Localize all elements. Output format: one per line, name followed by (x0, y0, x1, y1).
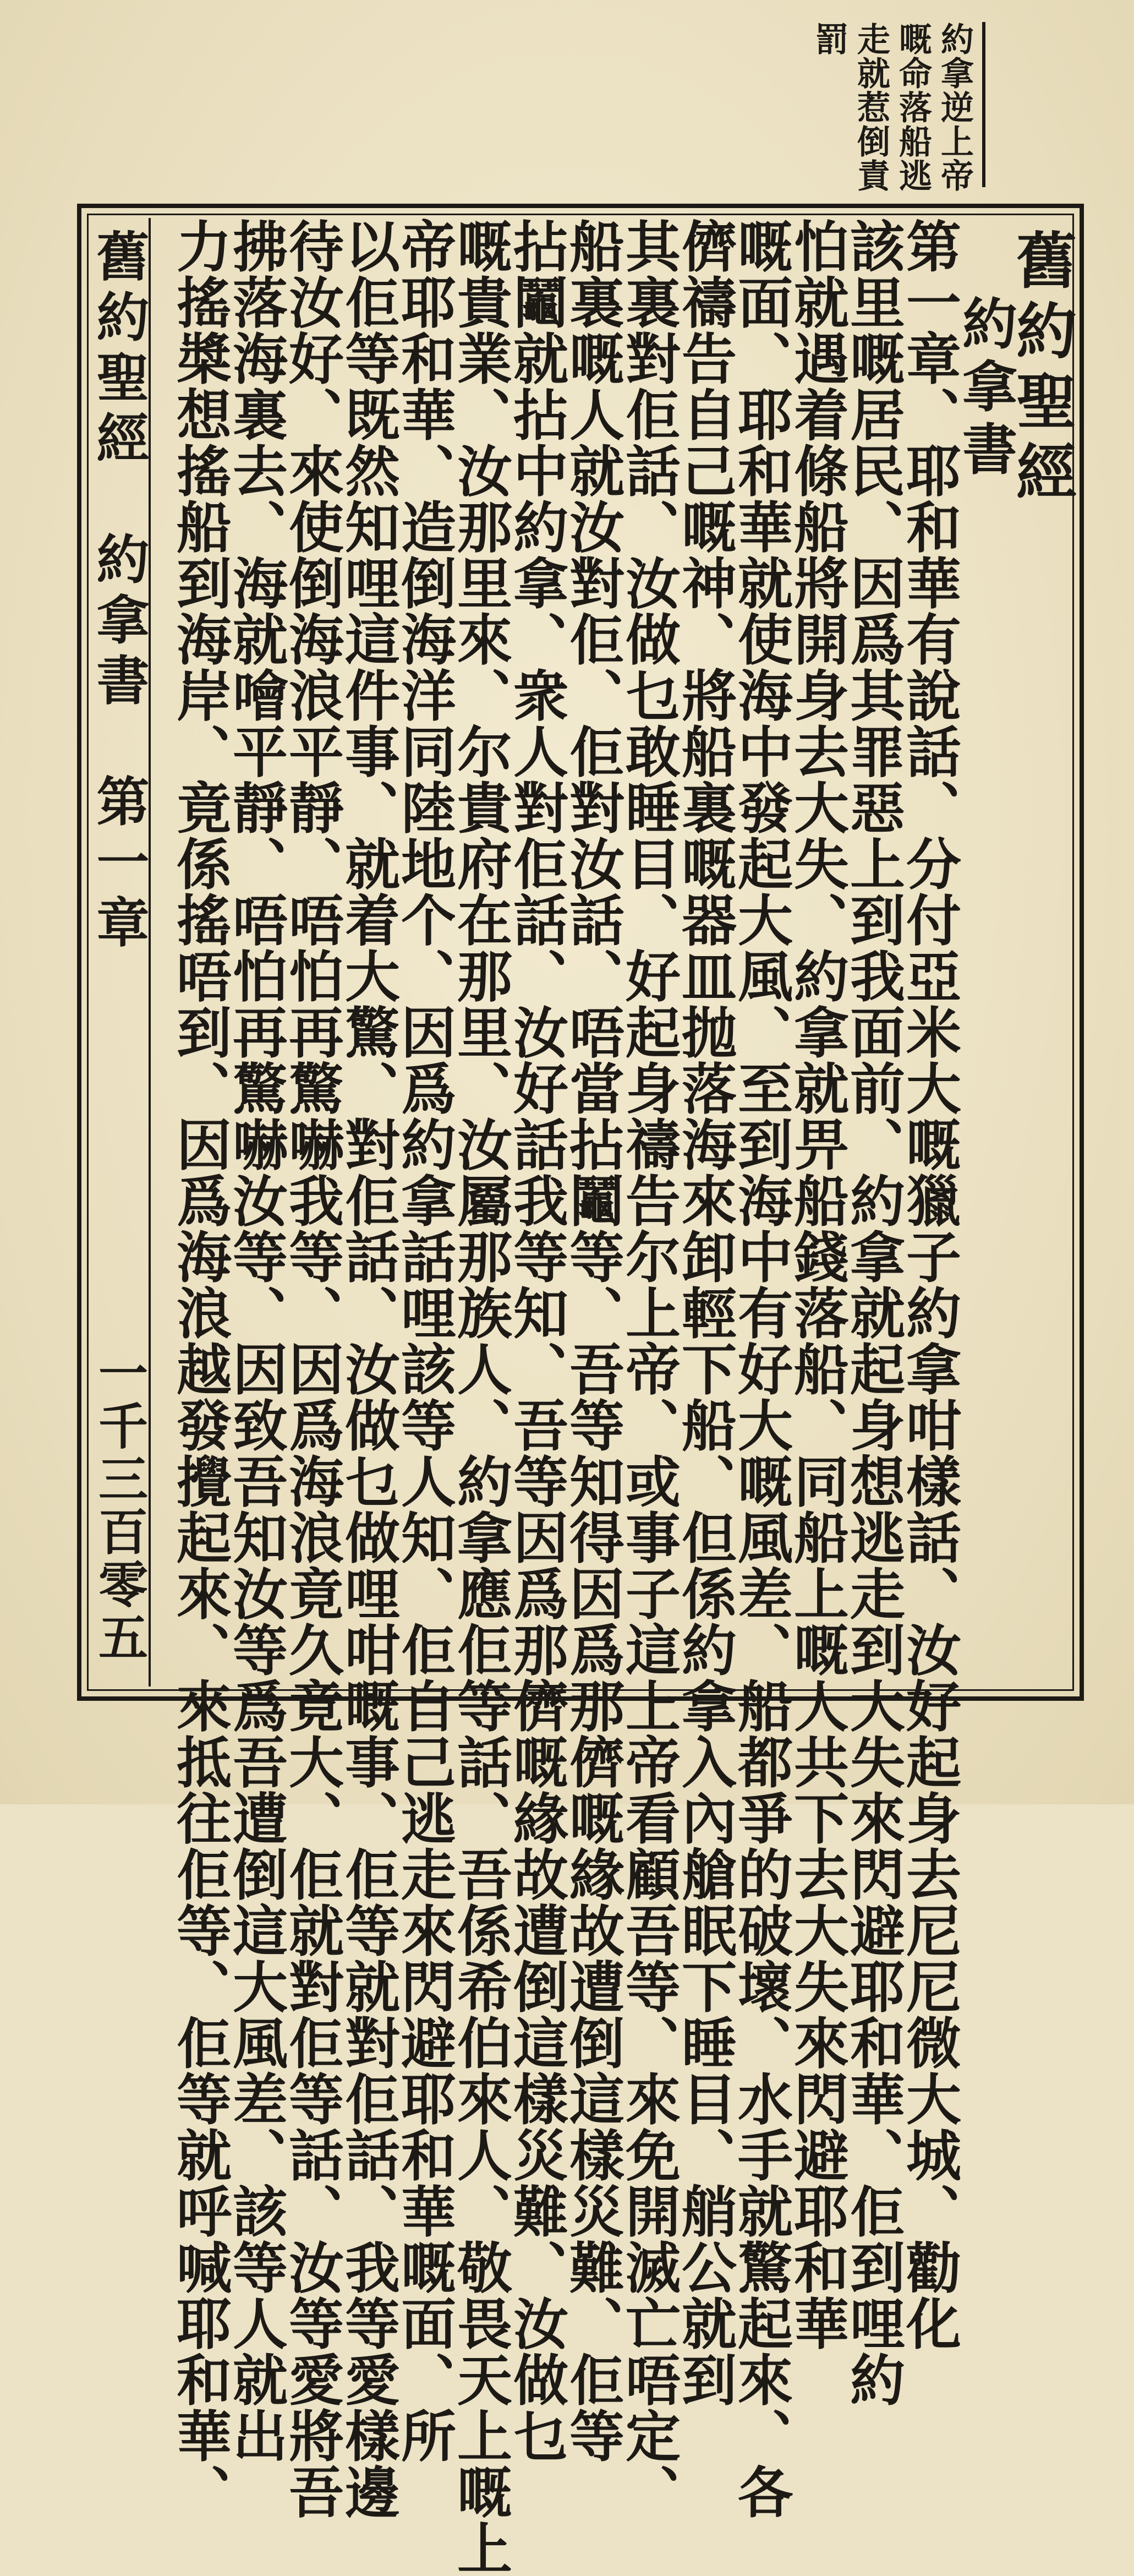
text-column: 力搖槳想搖船到海岸、竟係搖唔到、因爲海浪越發攪起來、來抵往佢等、佢等就呼喊耶和華、 (167, 218, 232, 2520)
text-column: 嘅面、耶和華就使海中發起大風、至到海中有好大嘅風差、船都爭的破壞、水手就驚起來、各 (728, 218, 793, 2520)
headnote-line: 嘅命落船逃 (894, 22, 932, 193)
text-columns (152, 218, 1077, 2576)
book-title: 舊約聖經 (1006, 229, 1077, 511)
text-column: 儕禱告自己嘅神、將船裏嘅器皿抛落海來卸輕下船、但係約拿入內艙眠下睡目、艄公就到 (672, 218, 737, 2408)
text-column: 拂落海裏去、海就噲平靜、唔怕再驚嚇汝等、因致吾知汝等爲吾遭倒這大風差、該等人就出 (223, 218, 288, 2464)
top-margin (0, 0, 1134, 198)
running-head-section: 約拿書 (88, 532, 150, 713)
running-head-chapter: 第一章 (88, 774, 150, 956)
section-title: 約拿書 (953, 295, 1018, 483)
text-column: 怕就遇着條船將開身去大失、約拿就畀船錢落船、同船上嘅人共下去大失來閃避耶和華 (785, 218, 850, 2351)
text-column: 嘅貴業、汝那里來、尔貴府在那里、汝屬那族人、約拿應佢等話、吾係希伯來人、敬畏天上嘅上 (448, 218, 513, 2576)
text-column: 待汝好、來使倒海浪平靜、唔怕再驚嚇我等、因爲海浪竟久竟大、佢就對佢等話、汝等愛將吾 (280, 218, 344, 2520)
text-frame (77, 204, 1084, 2576)
marginal-headnote (812, 22, 985, 193)
headnote-line: 罰 (810, 22, 848, 56)
text-column: 帝耶和華、造倒海洋同陸地个、因爲約拿話哩該等人知、佢自己逃走來閃避耶和華嘅面、所 (392, 218, 457, 2464)
text-column: 該里嘅居民、因爲其罪惡上到我面前、約拿就起身想逃走到大失來閃避耶和華、佢到哩約 (841, 218, 906, 2408)
page-number: 一千三百零五 (90, 1347, 148, 1664)
running-head-title: 舊約聖經 (88, 229, 150, 471)
text-column: 以佢等既然知哩這件事、就着大驚、對佢話、汝做乜做哩咁嘅事、佢等就對佢話、我等愛樣邊 (336, 218, 401, 2520)
text-column: 其裏對佢話、汝做乜敢睡目、好起身禱告尔上帝、或事子這上帝看顧吾等、來免開滅亡唔定、 (616, 218, 681, 2520)
text-column: 拈鬮就拈中約拿、衆人對佢話、汝好話我等知、吾等因爲那儕嘅緣故遭倒這樣災難、汝做乜 (504, 218, 569, 2464)
running-head (87, 218, 151, 1687)
headnote-line: 約拿逆上帝 (935, 22, 974, 193)
headnote-line: 走就惹倒責 (852, 22, 890, 193)
text-column: 第一章、耶和華有說話、分付亞米大嘅獵子約拿咁樣話、汝好起身去尼尼微大城、勸化 (897, 218, 962, 2351)
text-column: 船裏嘅人就汝對佢、佢對汝話、唔當拈鬮等、吾等知得因爲那儕嘅緣故遭倒這樣災難、佢等 (560, 218, 625, 2464)
running-head-text (88, 229, 150, 956)
headnote-rule (982, 22, 985, 187)
